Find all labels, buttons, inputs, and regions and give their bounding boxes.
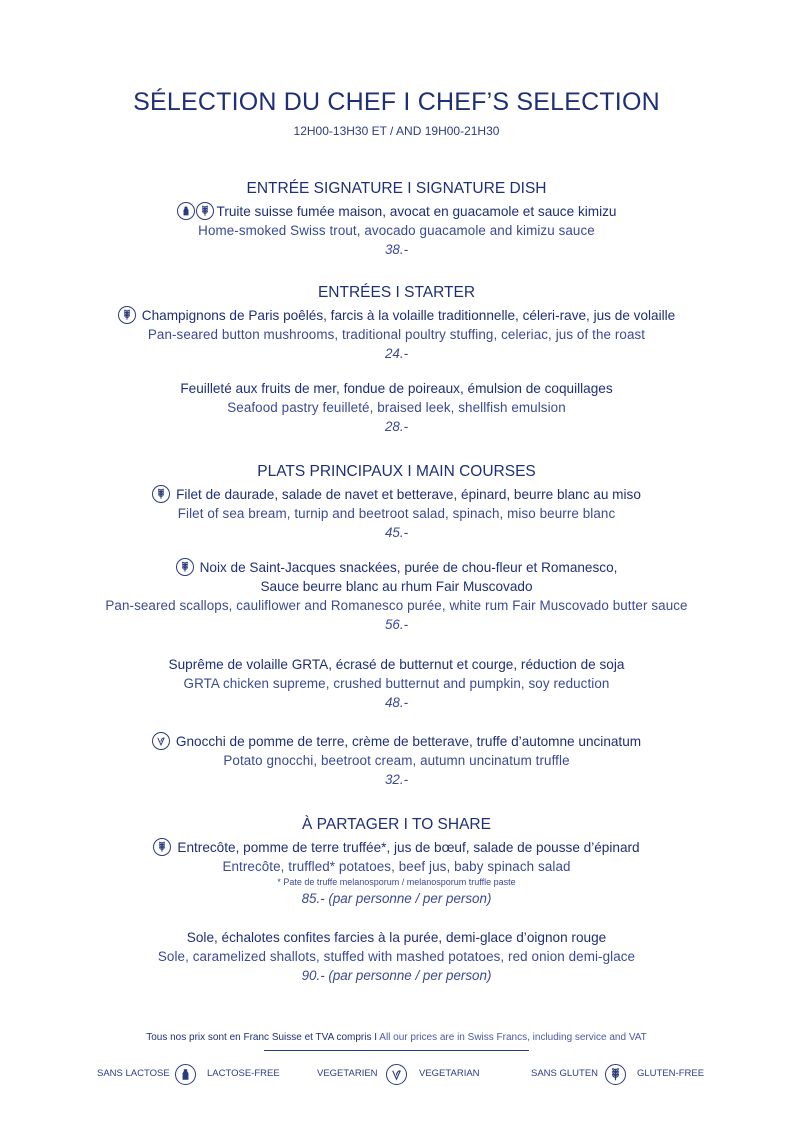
legend-lactose-free-en: LACTOSE-FREE (207, 1068, 280, 1079)
section-title: ENTRÉE SIGNATURE I SIGNATURE DISH (246, 180, 547, 197)
dish-name-en: Home-smoked Swiss trout, avocado guacamole and kimizu sauce (198, 223, 595, 238)
gluten-free-icon (153, 838, 171, 856)
page-title: SÉLECTION DU CHEF I CHEF’S SELECTION (133, 88, 660, 116)
dish-name-en: Pan-seared scallops, cauliflower and Romanesco purée, white rum Fair Muscovado butter sauce (105, 598, 688, 613)
dish-name-fr: Noix de Saint-Jacques snackées, purée de chou-fleur et Romanesco, (0, 558, 793, 577)
dish-name-en: Seafood pastry feuilleté, braised leek, shellfish emulsion (227, 400, 566, 415)
dish-name-fr: Sole, échalotes confites farcies à la purée, demi-glace d’oignon rouge (186, 930, 607, 945)
dish-price: 24.- (384, 346, 409, 361)
dish-name-fr-line2: Sauce beurre blanc au rhum Fair Muscovado (260, 579, 533, 594)
dish-price: 48.- (384, 695, 409, 710)
dish-name-fr: Entrecôte, pomme de terre truffée*, jus de bœuf, salade de pousse d’épinard (0, 838, 793, 857)
section-signature (0, 178, 793, 260)
dish-name-en: Pan-seared button mushrooms, traditional poultry stuffing, celeriac, jus of the roast (147, 327, 646, 342)
dish-icons (177, 202, 215, 221)
dish-name-fr: Filet de daurade, salade de navet et betterave, épinard, beurre blanc au miso (0, 485, 793, 504)
section-main-courses (0, 461, 793, 543)
dish-item (0, 928, 793, 986)
dish-name-fr: Truite suisse fumée maison, avocat en guacamole et sauce kimizu (0, 202, 793, 221)
vegetarian-icon (386, 1064, 407, 1085)
section-to-share (0, 814, 793, 909)
gluten-free-icon (118, 306, 136, 324)
footer-divider (264, 1050, 529, 1051)
dish-item (0, 732, 793, 790)
legend-gluten-free-fr: SANS GLUTEN (531, 1068, 599, 1079)
dish-name-en: Entrecôte, truffled* potatoes, beef jus, baby spinach salad (222, 859, 571, 874)
dish-name-fr: Suprême de volaille GRTA, écrasé de butternut et courge, réduction de soja (168, 657, 625, 672)
vegetarian-icon (152, 732, 170, 750)
gluten-free-icon (152, 485, 170, 503)
dish-price: 28.- (384, 419, 409, 434)
lactose-free-icon (175, 1064, 196, 1085)
dish-price: 56.- (384, 617, 409, 632)
dish-price: 45.- (384, 525, 409, 540)
legend-lactose-free-fr: SANS LACTOSE (97, 1068, 170, 1079)
dish-name-fr: Champignons de Paris poêlés, farcis à la volaille traditionnelle, céleri-rave, jus de volaille (0, 306, 793, 325)
allergen-legend (0, 1063, 793, 1087)
legend-vegetarian-fr: VEGETARIEN (317, 1068, 378, 1079)
section-title: PLATS PRINCIPAUX I MAIN COURSES (257, 463, 536, 480)
dish-item (0, 558, 793, 635)
gluten-free-icon (196, 202, 214, 220)
dish-price: 32.- (384, 772, 409, 787)
gluten-free-icon (605, 1064, 626, 1085)
dish-name-en: Sole, caramelized shallots, stuffed with mashed potatoes, red onion demi-glace (157, 949, 636, 964)
dish-name-fr: Feuilleté aux fruits de mer, fondue de poireaux, émulsion de coquillages (180, 381, 613, 396)
gluten-free-icon (176, 558, 194, 576)
dish-footnote: * Pate de truffe melanosporum / melanosporum truffle paste (277, 877, 516, 887)
legend-vegetarian-en: VEGETARIAN (419, 1068, 480, 1079)
price-notice: Tous nos prix sont en Franc Suisse et TVA compris I All our prices are in Swiss Francs, including service and VAT (146, 1032, 647, 1043)
service-hours: 12H00-13H30 ET / AND 19H00-21H30 (293, 124, 500, 138)
dish-name-en: Potato gnocchi, beetroot cream, autumn uncinatum truffle (223, 753, 570, 768)
section-title: ENTRÉES I STARTER (317, 284, 476, 301)
dish-name-fr: Gnocchi de pomme de terre, crème de betterave, truffe d’automne uncinatum (0, 732, 793, 751)
dish-name-en: Filet of sea bream, turnip and beetroot salad, spinach, miso beurre blanc (177, 506, 616, 521)
section-title: À PARTAGER I TO SHARE (302, 816, 491, 833)
dish-price: 85.- (par personne / per person) (301, 891, 492, 906)
section-starter (0, 282, 793, 364)
dish-name-en: GRTA chicken supreme, crushed butternut and pumpkin, soy reduction (183, 676, 610, 691)
dish-item (0, 655, 793, 713)
dish-item (0, 379, 793, 437)
lactose-free-icon (177, 202, 195, 220)
legend-gluten-free-en: GLUTEN-FREE (637, 1068, 705, 1079)
dish-price: 90.- (par personne / per person) (301, 968, 492, 983)
dish-price: 38.- (384, 242, 409, 257)
